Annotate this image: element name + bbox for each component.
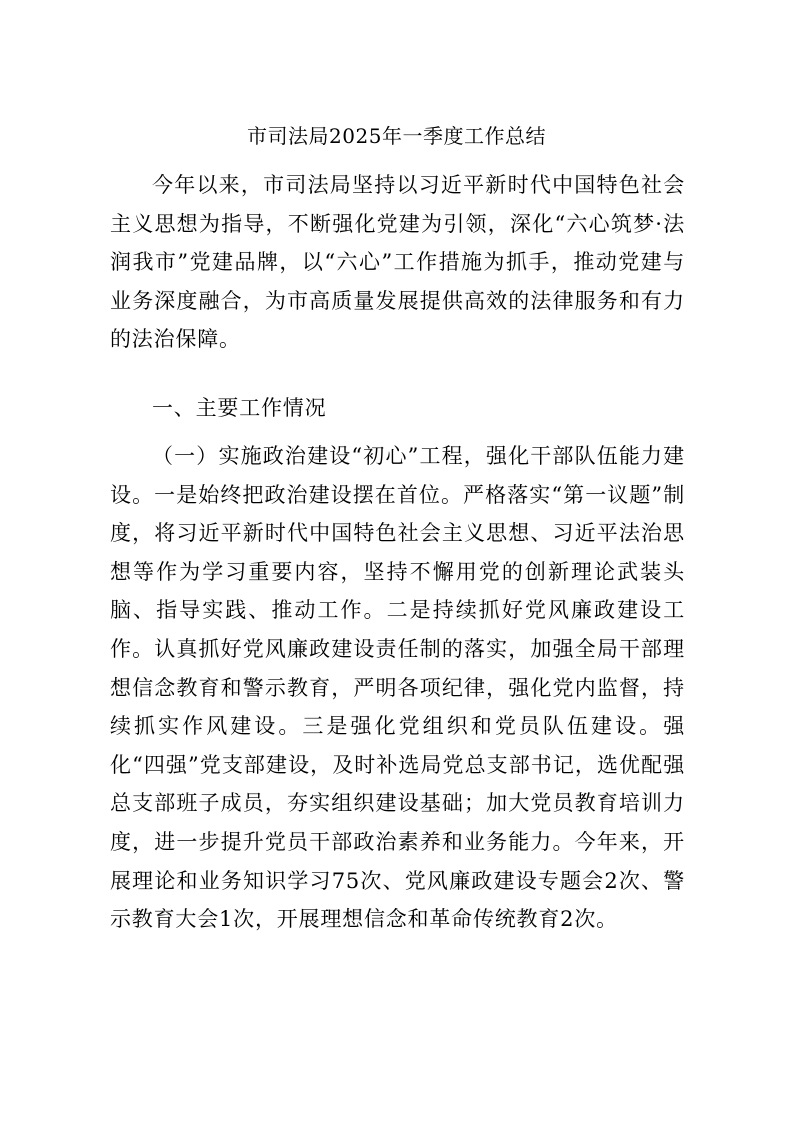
section-body-paragraph: （一）实施政治建设“初心”工程，强化干部队伍能力建设。一是始终把政治建设摆在首位。严格落实“第一议题”制度，将习近平新时代中国特色社会主义思想、习近平法治思想等作为学习重要内容，坚持不懈用党的创新理论武装头脑、指导实践、推动工作。二是持续抓好党风廉政建设工作。认真抓好党风廉政建设责任制的落实，加强全局干部理想信念教育和警示教育，严明各项纪律，强化党内监督，持续抓实作风建设。三是强化党组织和党员队伍建设。强化“四强”党支部建设，及时补选局党总支部书记，选优配强总支部班子成员，夯实组织建设基础；加大党员教育培训力度，进一步提升党员干部政治素养和业务能力。今年来，开展理论和业务知识学习75次、党风廉政建设专题会2次、警示教育大会1次，开展理想信念和革命传统教育2次。 — [110, 444, 685, 932]
document-title: 市司法局2025年一季度工作总结 — [247, 124, 546, 148]
section-heading: 一、主要工作情况 — [152, 396, 327, 420]
intro-paragraph: 今年以来，市司法局坚持以习近平新时代中国特色社会主义思想为指导，不断强化党建为引领，深化“六心筑梦·法润我市”党建品牌，以“六心”工作措施为抓手，推动党建与业务深度融合，为市高质量发展提供高效的法律服务和有力的法治保障。 — [110, 173, 685, 352]
